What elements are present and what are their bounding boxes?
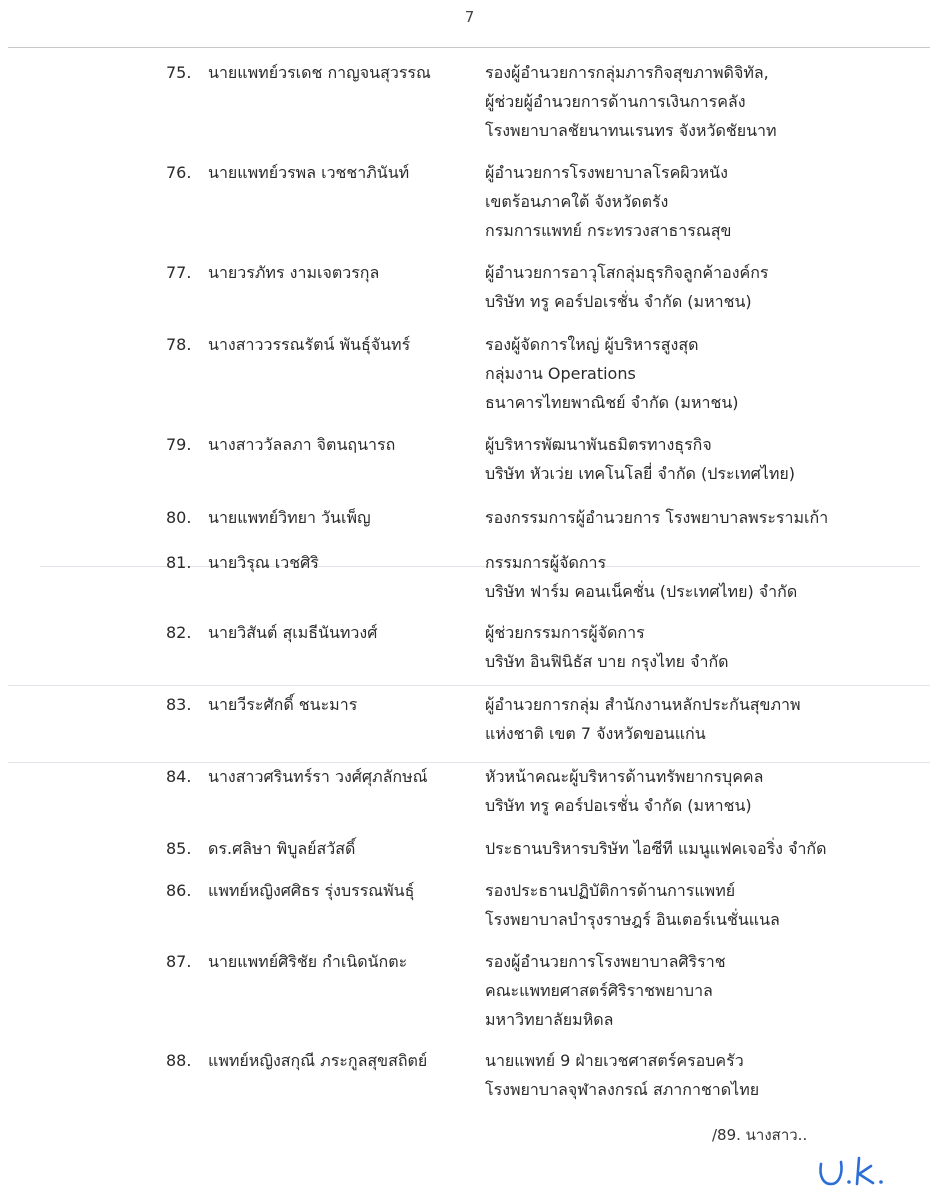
entry-position-line: บริษัท ทรู คอร์ปอเรชั่น จำกัด (มหาชน) [485, 796, 752, 815]
entry-name: นายวิสันต์ สุเมธีนันทวงศ์ [208, 623, 378, 642]
continuation-note: /89. นางสาว.. [712, 1126, 808, 1144]
entry-number: 83. [166, 695, 192, 714]
entry-name: นายวิรุณ เวชศิริ [208, 553, 319, 572]
entry-position-line: บริษัท ฟาร์ม คอนเน็คชั่น (ประเทศไทย) จำกัด [485, 582, 798, 601]
entry-name: แพทย์หญิงศศิธร รุ่งบรรณพันธุ์ [208, 881, 415, 900]
entry-position-line: นายแพทย์ 9 ฝ่ายเวชศาสตร์ครอบครัว [485, 1051, 744, 1070]
entry-position-line: ผู้ช่วยผู้อำนวยการด้านการเงินการคลัง [485, 92, 746, 111]
entry-number: 78. [166, 335, 192, 354]
entry-number: 86. [166, 881, 192, 900]
entry-position-line: บริษัท อินฟินิธัส บาย กรุงไทย จำกัด [485, 652, 729, 671]
entry-position-line: โรงพยาบาลชัยนาทนเรนทร จังหวัดชัยนาท [485, 121, 777, 140]
entry-position [485, 430, 925, 488]
entry-position [485, 503, 925, 532]
entry-position-line: โรงพยาบาลบำรุงราษฎร์ อินเตอร์เนชั่นแนล [485, 910, 780, 929]
entry-position-line: เขตร้อนภาคใต้ จังหวัดตรัง [485, 192, 669, 211]
entry-name: นางสาววรรณรัตน์ พันธุ์จันทร์ [208, 335, 411, 354]
entry-position-line: คณะแพทยศาสตร์ศิริราชพยาบาล [485, 981, 713, 1000]
entry-position-line: รองกรรมการผู้อำนวยการ โรงพยาบาลพระรามเก้า [485, 508, 829, 527]
entry-number: 84. [166, 767, 192, 786]
entry-number: 76. [166, 163, 192, 182]
entry-position-line: กรรมการผู้จัดการ [485, 553, 607, 572]
entry-name: นายวรภัทร งามเจตวรกุล [208, 263, 380, 282]
entry-position-line: รองผู้จัดการใหญ่ ผู้บริหารสูงสุด [485, 335, 699, 354]
entry-position [485, 947, 925, 1034]
entry-position-line: ผู้อำนวยการกลุ่ม สำนักงานหลักประกันสุขภาพ [485, 695, 801, 714]
entry-number: 77. [166, 263, 192, 282]
entry-name: นายแพทย์วิทยา วันเพ็ญ [208, 508, 371, 527]
entry-position [485, 158, 925, 245]
entry-position-line: ประธานบริหารบริษัท ไอซีที แมนูแฟคเจอริ่ง จำกัด [485, 839, 827, 858]
entry-position [485, 258, 925, 316]
entry-position-line: รองผู้อำนวยการกลุ่มภารกิจสุขภาพดิจิทัล, [485, 63, 769, 82]
page-number: 7 [464, 8, 475, 26]
entry-position [485, 618, 925, 676]
entry-name: นายวีระศักดิ์ ชนะมาร [208, 695, 358, 714]
entry-name: ดร.ศลิษา พิบูลย์สวัสดิ์ [208, 839, 356, 858]
entry-position [485, 330, 925, 417]
entry-name: นายแพทย์วรเดช กาญจนสุวรรณ [208, 63, 431, 82]
entry-position-line: หัวหน้าคณะผู้บริหารด้านทรัพยากรบุคคล [485, 767, 764, 786]
entry-position [485, 834, 925, 863]
entry-position-line: ผู้อำนวยการอาวุโสกลุ่มธุรกิจลูกค้าองค์กร [485, 263, 769, 282]
entry-position-line: รองประธานปฏิบัติการด้านการแพทย์ [485, 881, 736, 900]
entry-position [485, 762, 925, 820]
entry-name: นางสาววัลลภา จิตนฤนารถ [208, 435, 396, 454]
entry-position [485, 876, 925, 934]
entry-position [485, 1046, 925, 1104]
entry-position-line: บริษัท หัวเว่ย เทคโนโลยี่ จำกัด (ประเทศไทย) [485, 464, 795, 483]
entry-position-line: ผู้บริหารพัฒนาพันธมิตรทางธุรกิจ [485, 435, 712, 454]
entry-number: 80. [166, 508, 192, 527]
entry-position-line: บริษัท ทรู คอร์ปอเรชั่น จำกัด (มหาชน) [485, 292, 752, 311]
entry-number: 75. [166, 63, 192, 82]
entry-number: 82. [166, 623, 192, 642]
entry-number: 87. [166, 952, 192, 971]
entry-name: แพทย์หญิงสกุณี ภระกูลสุขสถิตย์ [208, 1051, 428, 1070]
entry-position-line: กลุ่มงาน Operations [485, 364, 636, 383]
entry-name: นายแพทย์ศิริชัย กำเนิดนักตะ [208, 952, 408, 971]
entry-position-line: มหาวิทยาลัยมหิดล [485, 1010, 614, 1029]
entry-number: 88. [166, 1051, 192, 1070]
entry-position-line: กรมการแพทย์ กระทรวงสาธารณสุข [485, 221, 732, 240]
entry-position [485, 58, 925, 145]
entry-number: 81. [166, 553, 192, 572]
entry-position-line: ผู้ช่วยกรรมการผู้จัดการ [485, 623, 645, 642]
entry-name: นางสาวศรินทร์รา วงศ์ศุภลักษณ์ [208, 767, 428, 786]
entry-position-line: รองผู้อำนวยการโรงพยาบาลศิริราช [485, 952, 726, 971]
handwritten-initials-ok [815, 1150, 895, 1192]
entry-position-line: ผู้อำนวยการโรงพยาบาลโรคผิวหนัง [485, 163, 728, 182]
entry-position-line: ธนาคารไทยพาณิชย์ จำกัด (มหาชน) [485, 393, 739, 412]
entry-position [485, 548, 925, 606]
entry-number: 79. [166, 435, 192, 454]
entry-name: นายแพทย์วรพล เวชชาภินันท์ [208, 163, 410, 182]
entry-position [485, 690, 925, 748]
entry-position-line: แห่งชาติ เขต 7 จังหวัดขอนแก่น [485, 724, 706, 743]
entry-position-line: โรงพยาบาลจุฬาลงกรณ์ สภากาชาดไทย [485, 1080, 760, 1099]
entry-number: 85. [166, 839, 192, 858]
